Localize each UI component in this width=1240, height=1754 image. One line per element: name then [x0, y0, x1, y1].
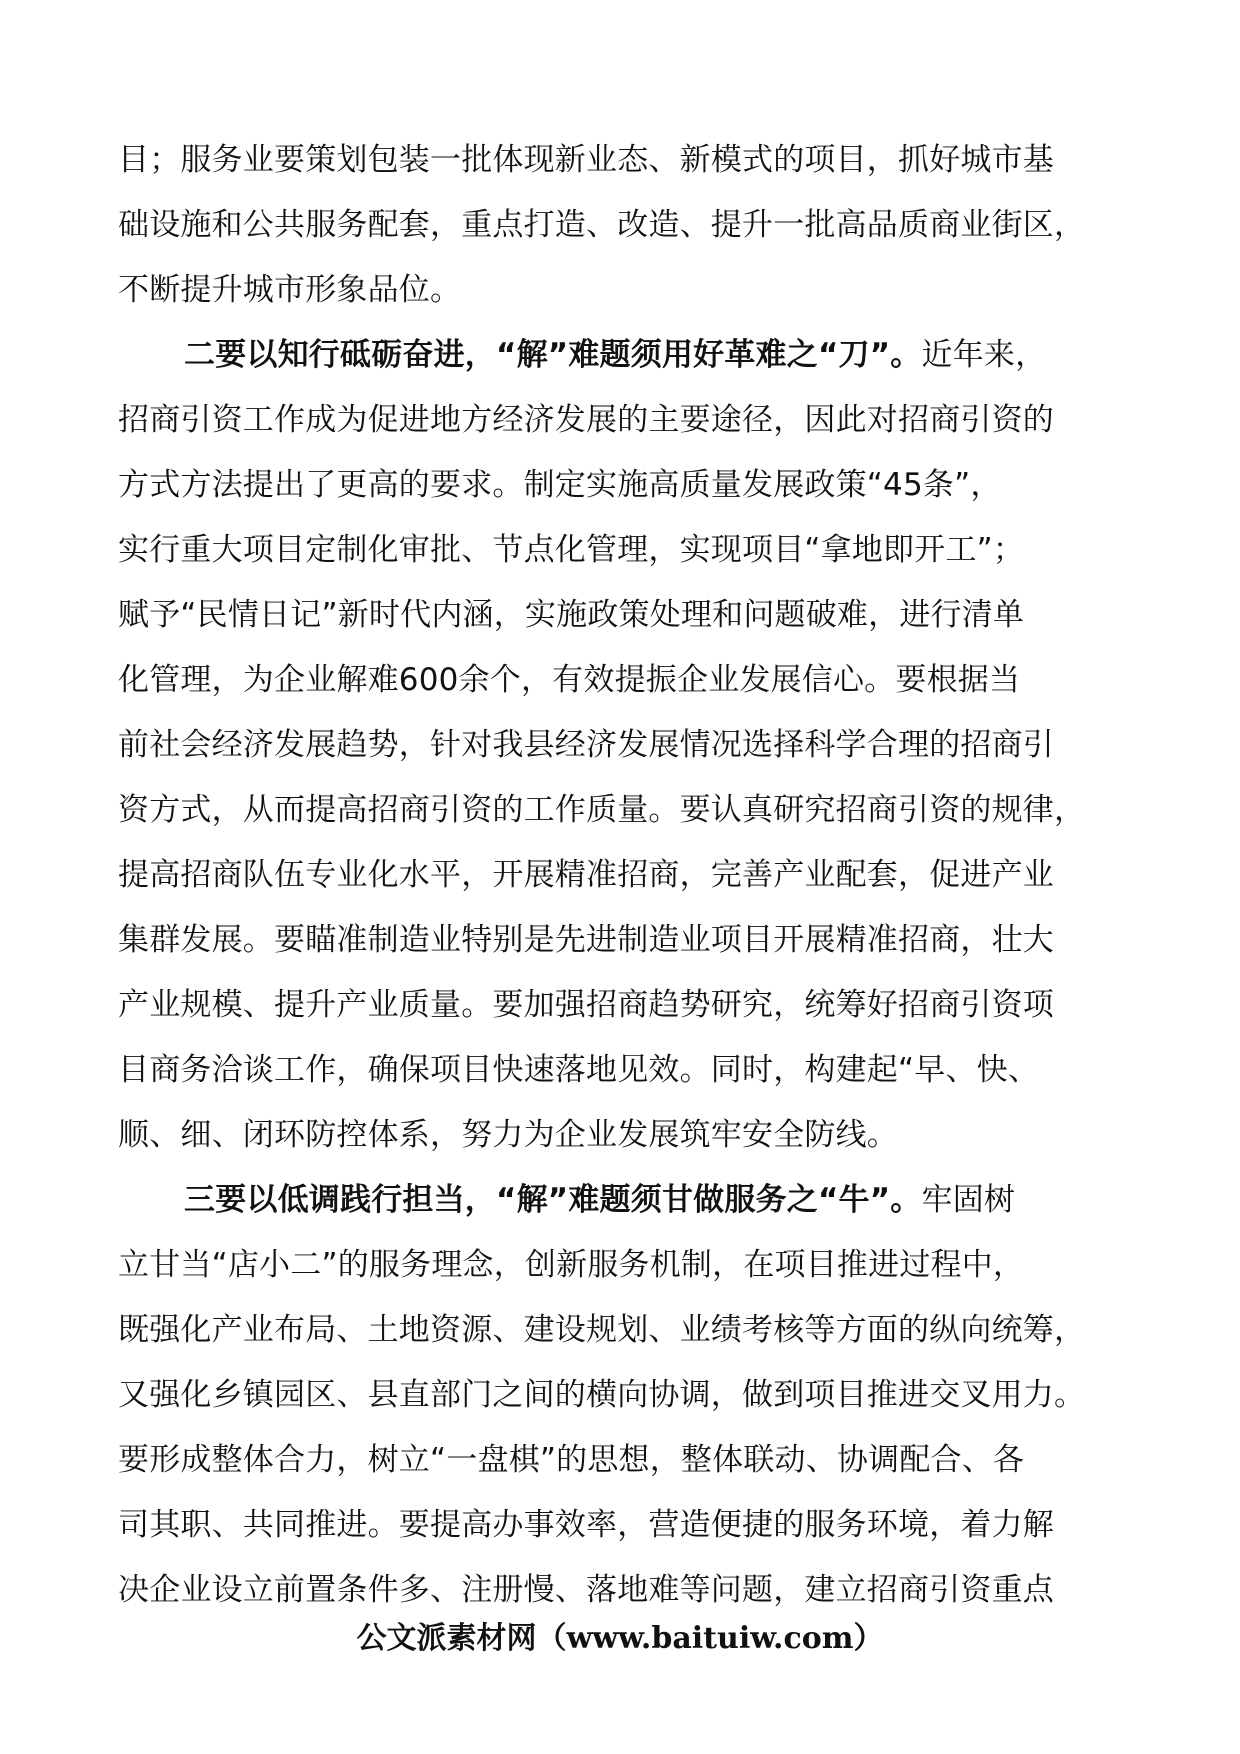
text-line: 既强化产业布局、土地资源、建设规划、业绩考核等方面的纵向统筹，	[118, 1312, 1086, 1348]
text-line: 司其职、共同推进。要提高办事效率，营造便捷的服务环境，着力解	[118, 1507, 1054, 1543]
text-line: 要形成整体合力，树立“一盘棋”的思想，整体联动、协调配合、各	[118, 1442, 1025, 1478]
text-line: 招商引资工作成为促进地方经济发展的主要途径，因此对招商引资的	[118, 402, 1054, 438]
section-two-heading: 二要以知行砥砺奋进，“解”难题须用好革难之“刀”。	[184, 337, 922, 373]
section-three-heading-line	[118, 1168, 1158, 1233]
text-line: 集群发展。要瞄准制造业特别是先进制造业项目开展精准招商，壮大	[118, 922, 1054, 958]
text-line: 实行重大项目定制化审批、节点化管理，实现项目“拿地即开工”；	[118, 532, 1025, 568]
text-line: 提高招商队伍专业化水平，开展精准招商，完善产业配套，促进产业	[118, 857, 1054, 893]
text-line: 又强化乡镇园区、县直部门之间的横向协调，做到项目推进交叉用力。	[118, 1377, 1086, 1413]
section-two-lead-text: 近年来，	[921, 337, 1047, 373]
text-line: 前社会经济发展趋势，针对我县经济发展情况选择科学合理的招商引	[118, 727, 1054, 763]
text-line: 立甘当“店小二”的服务理念，创新服务机制，在项目推进过程中，	[118, 1247, 1025, 1283]
text-line: 目商务洽谈工作，确保项目快速落地见效。同时，构建起“早、快、	[118, 1052, 1040, 1088]
text-line: 顺、细、闭环防控体系，努力为企业发展筑牢安全防线。	[118, 1117, 898, 1153]
text-line: 产业规模、提升产业质量。要加强招商趋势研究，统筹好招商引资项	[118, 987, 1054, 1023]
section-two-heading-line	[118, 323, 1158, 388]
text-line: 决企业设立前置条件多、注册慢、落地难等问题，建立招商引资重点	[118, 1572, 1054, 1608]
text-line: 化管理，为企业解难600余个，有效提振企业发展信心。要根据当	[118, 662, 1021, 698]
section-three-heading: 三要以低调践行担当，“解”难题须甘做服务之“牛”。	[184, 1182, 922, 1218]
text-line: 资方式，从而提高招商引资的工作质量。要认真研究招商引资的规律，	[118, 792, 1086, 828]
text-line: 目；服务业要策划包装一批体现新业态、新模式的项目，抓好城市基	[118, 142, 1054, 178]
section-three-lead-text: 牢固树	[921, 1182, 1016, 1218]
footer-source: 公文派素材网（www.baituiw.com）	[356, 1621, 884, 1656]
body-text	[118, 128, 1158, 1623]
text-line: 赋予“民情日记”新时代内涵，实施政策处理和问题破难，进行清单	[118, 597, 1025, 633]
text-line: 不断提升城市形象品位。	[118, 272, 462, 308]
text-line: 础设施和公共服务配套，重点打造、改造、提升一批高品质商业街区，	[118, 207, 1086, 243]
text-line: 方式方法提出了更高的要求。制定实施高质量发展政策“45条”，	[118, 467, 1002, 503]
